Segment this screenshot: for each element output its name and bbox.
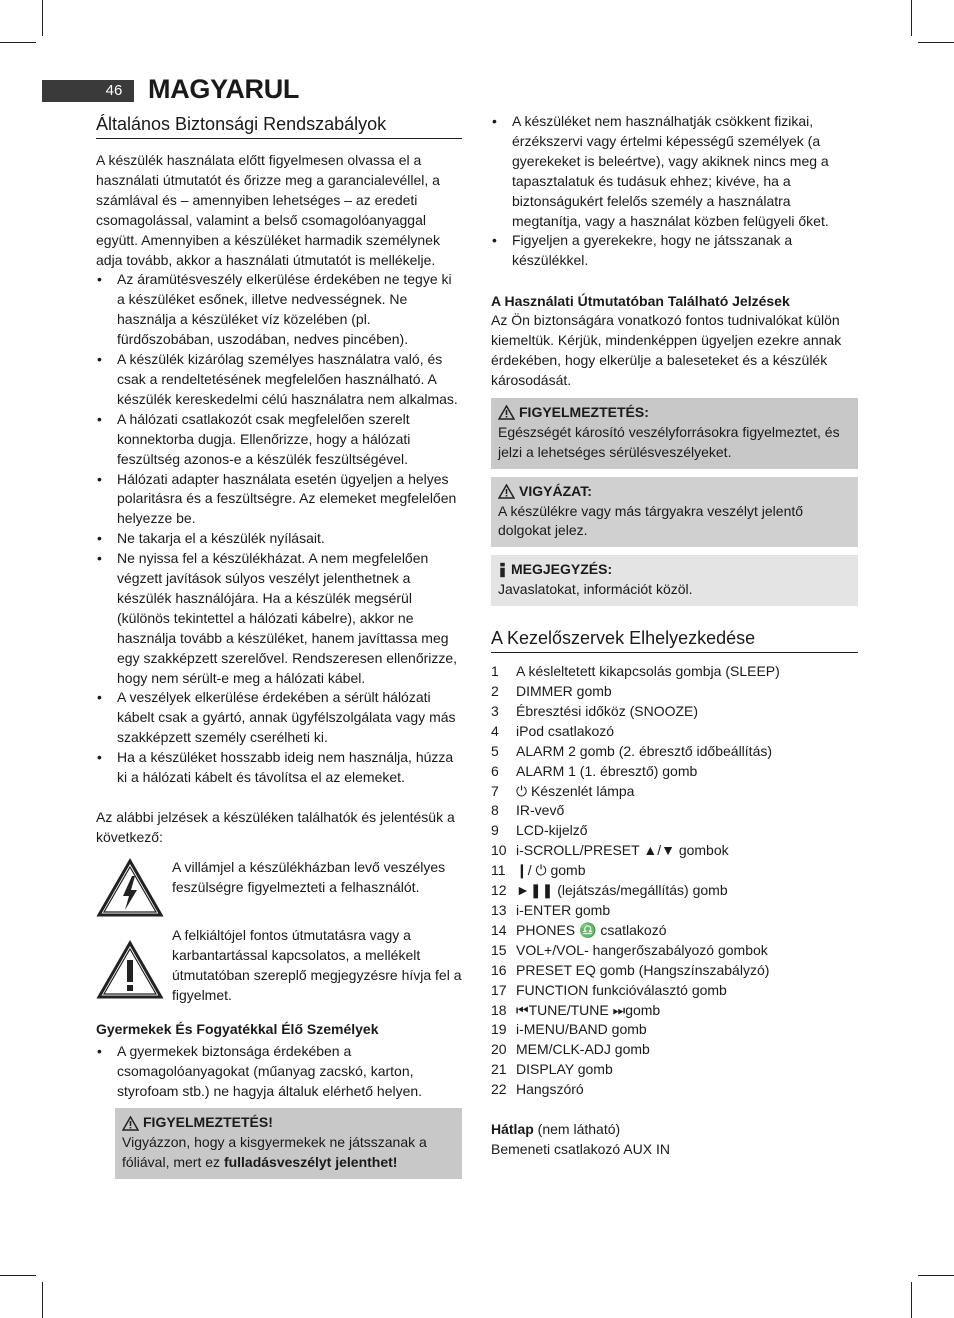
control-label: ►❚❚ (lejátszás/megállítás) gomb [516, 882, 728, 899]
control-number: 17 [491, 981, 507, 998]
table-row [491, 702, 780, 722]
control-number: 11 [491, 862, 506, 879]
left-column [96, 112, 462, 1187]
control-number: 6 [491, 762, 499, 779]
list-item: • A készülék kizárólag személyes használatra való, és csak a rendeltetésének megfelelően használható. A készülék kereskedelmi célú használatra nem alkalmas. [96, 350, 462, 410]
page-number: 46 [105, 82, 123, 99]
note-legend-title-row [498, 560, 851, 580]
control-number: 16 [491, 961, 507, 978]
table-row [491, 961, 780, 981]
list-item: • Ne takarja el a készülék nyílásait. [96, 529, 462, 549]
control-label: ⏻ Készenlét lámpa [516, 782, 635, 799]
warning-legend-title: FIGYELMEZTETÉS: [519, 403, 649, 420]
table-row [491, 921, 780, 941]
warning-legend-title-row [498, 403, 851, 423]
section-title-controls: A Kezelőszervek Elhelyezkedése [491, 626, 858, 653]
caution-legend-title: VIGYÁZAT: [519, 482, 592, 499]
lightning-warning-icon [96, 858, 164, 918]
controls-list [491, 662, 780, 1100]
section-title-safety: Általános Biztonsági Rendszabályok [96, 112, 462, 139]
control-label: LCD-kijelző [516, 822, 588, 839]
control-number: 2 [491, 683, 499, 700]
control-number: 10 [491, 842, 507, 859]
table-row [491, 841, 780, 861]
table-row [491, 941, 780, 961]
control-label: iPod csatlakozó [516, 722, 615, 739]
caution-legend-box [491, 477, 858, 548]
signs-intro: Az Ön biztonságára vonatkozó fontos tudnivalókat külön kiemeltük. Kérjük, mindenképpen ügyeljen ezekre annak érdekében, hogy elkerülje a baleseteket és a készülék károsodását. [491, 312, 842, 388]
warning-triangle-icon [122, 1116, 139, 1131]
control-number: 22 [491, 1081, 507, 1098]
aux-input-text: Bemeneti csatlakozó AUX IN [491, 1140, 670, 1157]
child-warning-box [115, 1108, 462, 1179]
safety-bullet-list [96, 270, 462, 788]
table-row [491, 742, 780, 762]
list-item: • A gyermekek biztonsága érdekében a csomagolóanyagokat (műanyag zacskó, karton, styrofoam stb.) ne hagyja általuk elérhető helyen. [96, 1042, 462, 1102]
note-legend-text: Javaslatokat, információt közöl. [498, 581, 693, 598]
table-row [491, 1020, 780, 1040]
control-number: 3 [491, 702, 499, 719]
children-title: Gyermekek És Fogyatékkal Élő Személyek [96, 1021, 379, 1038]
note-legend-title: MEGJEGYZÉS: [511, 561, 613, 578]
table-row [491, 762, 780, 782]
child-warning-title-row [122, 1113, 455, 1133]
control-label: A késleltetett kikapcsolás gombja (SLEEP) [516, 663, 780, 680]
control-label: i-SCROLL/PRESET ▲/▼ gombok [516, 842, 729, 859]
back-panel-line [491, 1120, 858, 1140]
crop-mark [0, 1275, 36, 1276]
caution-legend-title-row [498, 482, 851, 502]
control-label: Hangszóró [516, 1081, 584, 1098]
list-item: • Ha a készüléket hosszabb ideig nem használja, húzza ki a hálózati kábelt és távolítsa el az elemeket. [96, 748, 462, 788]
control-number: 8 [491, 802, 499, 819]
symbol-exclamation-text: A felkiáltójel fontos útmutatásra vagy a karbantartással kapcsolatos, a mellékelt útmutatóban szereplő megjegyzésre hívja fel a figyelmet. [172, 926, 462, 1003]
control-label: ⏮TUNE/TUNE ⏭gomb [516, 1001, 661, 1018]
control-number: 14 [491, 921, 507, 938]
table-row [491, 1080, 780, 1100]
symbols-intro: Az alábbi jelzések a készüléken találhatók és jelentésük a következő: [96, 809, 455, 845]
control-label: PRESET EQ gomb (Hangszínszabályzó) [516, 961, 770, 978]
table-row [491, 881, 780, 901]
warning-legend-box [491, 398, 858, 469]
control-label: FUNCTION funkcióválasztó gomb [516, 981, 727, 998]
control-number: 12 [491, 882, 507, 899]
children-bullet-list [96, 1042, 462, 1102]
symbol-lightning-text: A villámjel a készülékházban levő veszélyes feszülségre figyelmezteti a felhasználót. [172, 858, 446, 895]
control-label: DISPLAY gomb [516, 1061, 613, 1078]
child-warning-text-plain: Vigyázzon, hogy a kisgyermekek ne játsszanak a fóliával, mert ez [122, 1134, 427, 1170]
table-row [491, 801, 780, 821]
control-label: ❙/ ⏻ gomb [516, 862, 586, 879]
control-number: 18 [491, 1001, 507, 1018]
language-title: MAGYARUL [148, 74, 300, 104]
symbol-exclamation-row [96, 926, 462, 1006]
control-label: Ébresztési időköz (SNOOZE) [516, 702, 699, 719]
note-legend-box [491, 555, 858, 606]
list-item: • A veszélyek elkerülése érdekében a sérült hálózati kábelt csak a gyártó, annak ügyfélszolgálata vagy más szakképzett személy cserélheti ki. [96, 688, 462, 748]
table-row [491, 861, 780, 881]
control-label: DIMMER gomb [516, 683, 612, 700]
control-label: PHONES ♎ csatlakozó [516, 921, 667, 938]
crop-mark [918, 1275, 954, 1276]
control-label: ALARM 1 (1. ébresztő) gomb [516, 762, 698, 779]
exclamation-warning-icon [96, 940, 164, 1000]
caution-triangle-icon [498, 484, 515, 499]
list-item: • Hálózati adapter használata esetén ügyeljen a helyes polaritásra és a feszültségre. Az elemeket megfelelően helyezze be. [96, 470, 462, 530]
table-row [491, 662, 780, 682]
crop-mark [911, 0, 912, 36]
info-icon [498, 562, 507, 578]
warning-legend-text: Egészségét károsító veszélyforrásokra figyelmeztet, és jelzi a lehetséges sérülésveszélyeket. [498, 423, 840, 460]
safety-intro: A készülék használata előtt figyelmesen olvassa el a használati útmutatót és őrizze meg a garancialevéllel, a számlával és – amennyiben lehetséges – az eredeti csomagolással, valamint a belső csomagolóanyaggal együtt. Amennyiben a készüléket harmadik személynek adja tovább, akkor a használati útmutatót is mellékelje. [96, 152, 440, 268]
crop-mark [0, 42, 36, 43]
back-panel-label: Hátlap [491, 1121, 534, 1138]
control-number: 15 [491, 941, 507, 958]
control-number: 20 [491, 1041, 507, 1058]
table-row [491, 1040, 780, 1060]
child-warning-title: FIGYELMEZTETÉS! [143, 1114, 273, 1131]
list-item: • Az áramütésveszély elkerülése érdekében ne tegye ki a készüléket esőnek, illetve nedvességnek. Ne használja a készüléket víz közelében (pl. fürdőszobában, uszodában, nedves pincében). [96, 270, 462, 350]
control-number: 1 [491, 663, 499, 680]
table-row [491, 901, 780, 921]
crop-mark [42, 1282, 43, 1318]
table-row [491, 1001, 780, 1021]
control-number: 13 [491, 902, 507, 918]
crop-mark [911, 1282, 912, 1318]
crop-mark [42, 0, 43, 36]
control-number: 9 [491, 822, 499, 839]
list-item: • Ne nyissa fel a készülékházat. A nem megfelelően végzett javítások súlyos veszélyt jelenthetnek a készülék használójára. Ha a készülék megsérül (különös tekintettel a hálózati kábelre), akkor ne használja tovább a készüléket, hanem javíttassa meg egy szakképzett szerelővel. Rendszeresen ellenőrizze, hogy nem sérült-e meg a hálózati kábel. [96, 549, 462, 688]
list-item: • A hálózati csatlakozót csak megfelelően szerelt konnektorba dugja. Ellenőrizze, hogy a hálózati feszültség azonos-e a készülék feszültségével. [96, 410, 462, 470]
control-label: IR-vevő [516, 802, 565, 819]
control-label: ALARM 2 gomb (2. ébresztő időbeállítás) [516, 742, 773, 759]
symbol-lightning-row [96, 858, 462, 918]
table-row [491, 981, 780, 1001]
control-label: VOL+/VOL- hangerőszabályozó gombok [516, 941, 768, 958]
control-number: 7 [491, 782, 499, 799]
table-row [491, 782, 780, 802]
caution-legend-text: A készülékre vagy más tárgyakra veszélyt jelentő dolgokat jelez. [498, 502, 804, 539]
control-label: i-MENU/BAND gomb [516, 1021, 647, 1038]
table-row [491, 722, 780, 742]
signs-title: A Használati Útmutatóban Található Jelzések [491, 293, 790, 310]
control-number: 5 [491, 742, 499, 759]
control-label: i-ENTER gomb [516, 902, 611, 918]
list-item: • A készüléket nem használhatják csökkent fizikai, érzékszervi vagy értelmi képességű személyek (a gyerekeket is beleértve), vagy akiknek nincs meg a tapasztalatuk és tudásuk ehhez; kivéve, ha a biztonságukért felelős személy a használatra megtanítja, vagy a használat közben felügyeli őket. [491, 112, 858, 231]
right-bullet-list [491, 112, 858, 271]
list-item: • Figyeljen a gyerekekre, hogy ne játsszanak a készülékkel. [491, 231, 858, 271]
crop-mark [918, 42, 954, 43]
table-row [491, 1060, 780, 1080]
child-warning-text-bold: fulladásveszélyt jelenthet! [223, 1153, 398, 1170]
child-warning-text [122, 1133, 455, 1173]
warning-triangle-icon [498, 405, 515, 420]
right-column [491, 112, 858, 1160]
control-number: 4 [491, 722, 499, 739]
control-number: 19 [491, 1021, 507, 1038]
table-row [491, 821, 780, 841]
back-panel-note: (nem látható) [533, 1121, 621, 1138]
control-label: MEM/CLK-ADJ gomb [516, 1041, 650, 1058]
control-number: 21 [491, 1061, 507, 1078]
table-row [491, 682, 780, 702]
